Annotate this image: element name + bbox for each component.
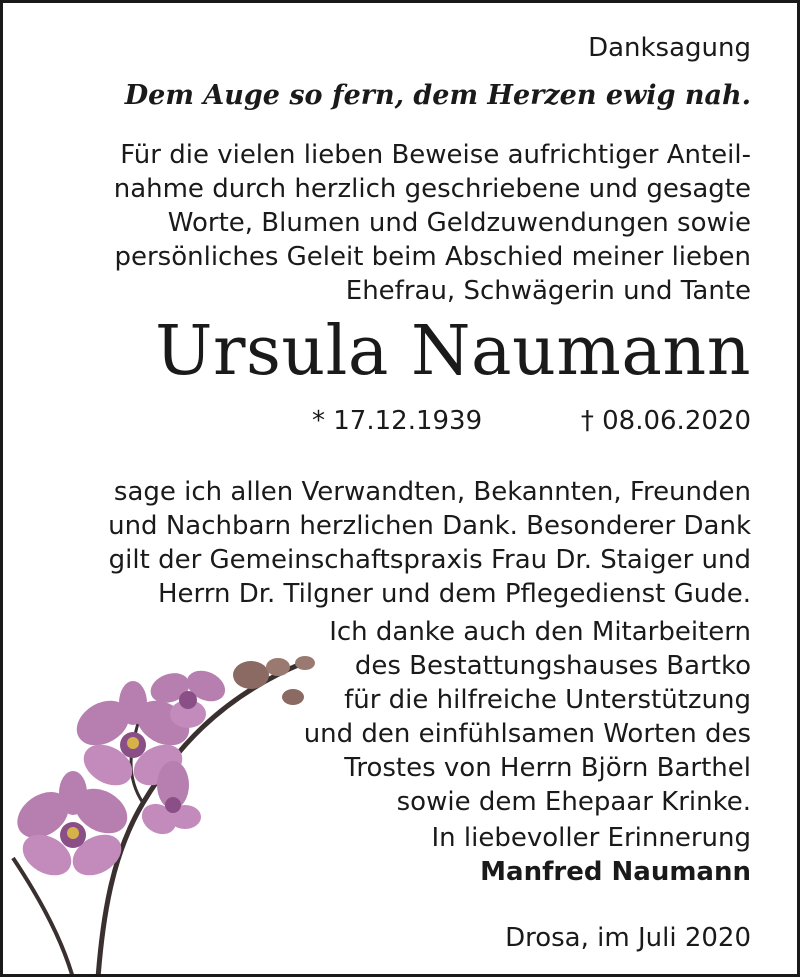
intro-line: Für die vielen lieben Beweise aufrichtiger Anteil-: [120, 140, 751, 170]
notice-heading: Danksagung: [588, 33, 751, 63]
death-date: † 08.06.2020: [580, 406, 751, 436]
extra-line: des Bestattungshauses Bartko: [354, 651, 751, 681]
deceased-name: Ursula Naumann: [155, 312, 751, 391]
birth-date: * 17.12.1939: [312, 406, 483, 436]
intro-line: nahme durch herzlich geschriebene und gesagte: [113, 174, 751, 204]
thanks-line: sage ich allen Verwandten, Bekannten, Freunden: [113, 477, 751, 507]
notice-motto: Dem Auge so fern, dem Herzen ewig nah.: [124, 80, 751, 111]
extra-line: und den einfühlsamen Worten des: [303, 719, 751, 749]
extra-line: sowie dem Ehepaar Krinke.: [396, 787, 751, 817]
intro-line: Ehefrau, Schwägerin und Tante: [345, 276, 751, 306]
extra-line: Trostes von Herrn Björn Barthel: [344, 753, 751, 783]
thanks-line: und Nachbarn herzlichen Dank. Besonderer Dank: [108, 511, 751, 541]
place-date: Drosa, im Juli 2020: [505, 923, 751, 953]
thanks-line: Herrn Dr. Tilgner und dem Pflegedienst Gude.: [157, 579, 751, 609]
signer-name: Manfred Naumann: [480, 857, 751, 887]
intro-line: persönliches Geleit beim Abschied meiner lieben: [114, 242, 751, 272]
extra-thanks-paragraph: [304, 615, 751, 819]
intro-line: Worte, Blumen und Geldzuwendungen sowie: [167, 208, 751, 238]
closing-phrase: In liebevoller Erinnerung: [431, 823, 751, 853]
extra-line: Ich danke auch den Mitarbeitern: [329, 617, 751, 647]
orchid-image: [3, 653, 343, 977]
intro-paragraph: [114, 138, 751, 308]
extra-line: für die hilfreiche Unterstützung: [344, 685, 751, 715]
thanks-line: gilt der Gemeinschaftspraxis Frau Dr. Staiger und: [108, 545, 751, 575]
thanks-paragraph: [108, 475, 751, 611]
